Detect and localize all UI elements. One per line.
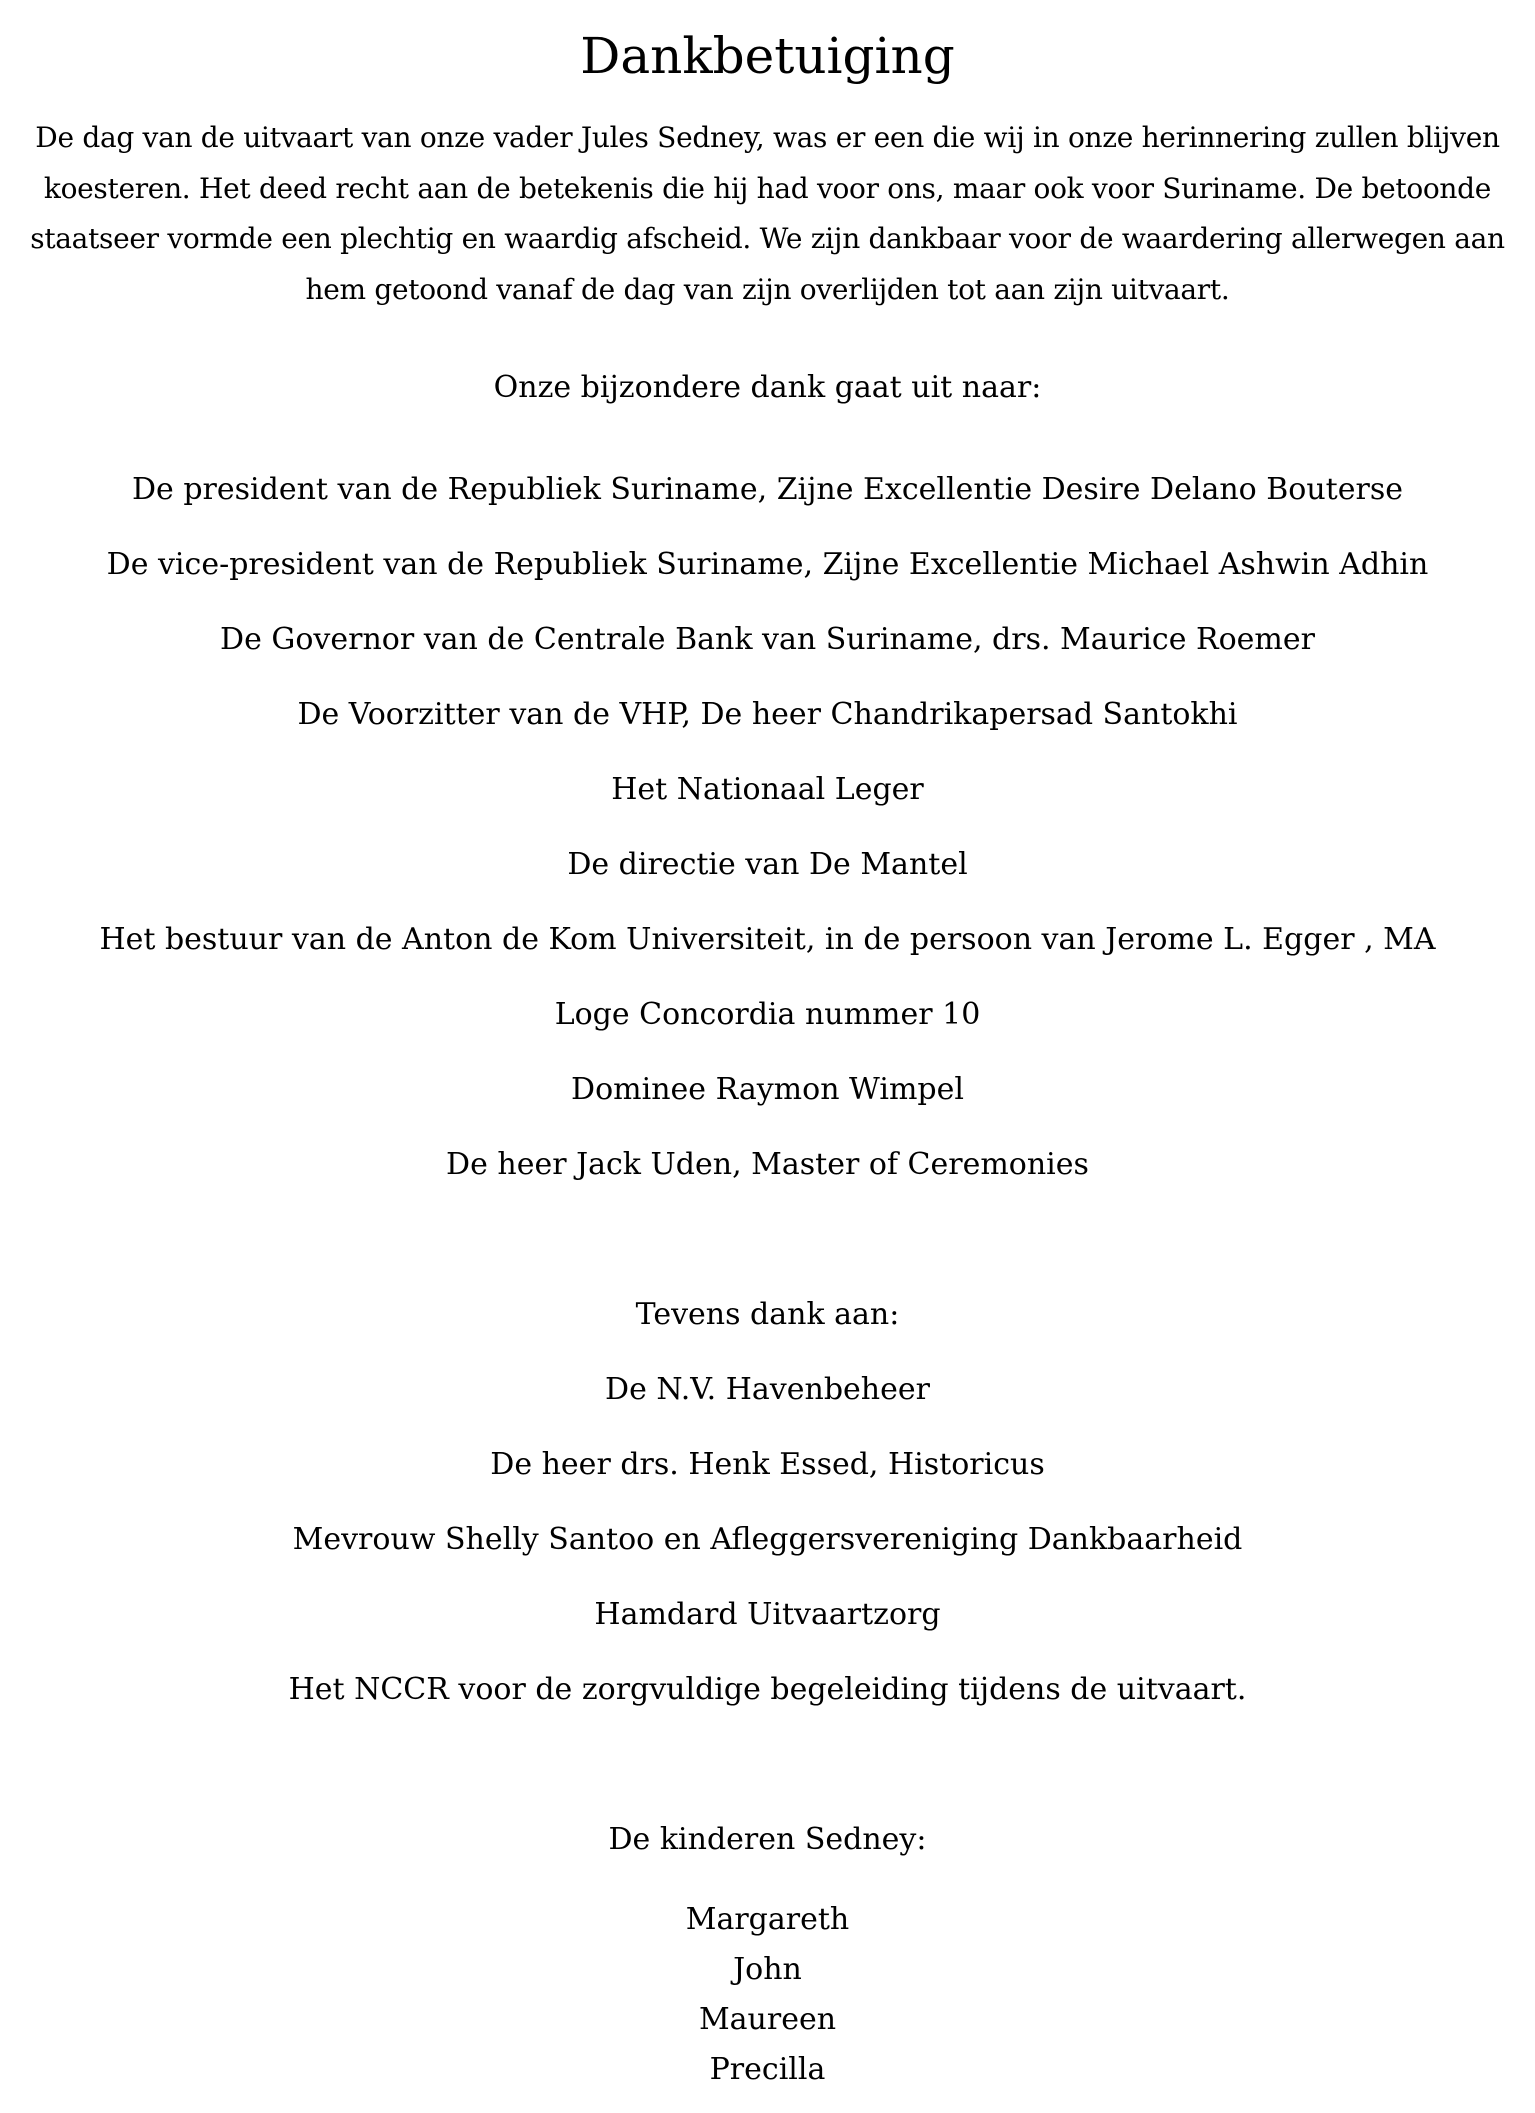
thanks-item-mantel: De directie van De Mantel [567, 847, 968, 882]
also-thanks-item-historicus: De heer drs. Henk Essed, Historicus [490, 1447, 1045, 1482]
thanks-item-governor: De Governor van de Centrale Bank van Suriname, drs. Maurice Roemer [220, 622, 1315, 657]
child-name: Maureen [698, 2002, 837, 2037]
thanks-item-vice-president: De vice-president van de Republiek Suriname, Zijne Excellentie Michael Ashwin Adhin [106, 547, 1429, 582]
also-thanks-item-nccr: Het NCCR voor de zorgvuldige begeleiding tijdens de uitvaart. [288, 1672, 1247, 1707]
thanks-item-president: De president van de Republiek Suriname, Zijne Excellentie Desire Delano Bouterse [131, 472, 1403, 507]
also-thanks-heading: Tevens dank aan: [635, 1297, 900, 1332]
also-thanks-item-havenbeheer: De N.V. Havenbeheer [605, 1372, 930, 1407]
child-name: John [733, 1952, 802, 1987]
child-name: Precilla [709, 2052, 826, 2087]
also-thanks-item-afleggersvereniging: Mevrouw Shelly Santoo en Afleggersvereniging Dankbaarheid [292, 1522, 1243, 1557]
special-thanks-heading: Onze bijzondere dank gaat uit naar: [493, 370, 1042, 405]
child-name: Margareth [685, 1902, 850, 1937]
intro-paragraph: De dag van de uitvaart van onze vader Jules Sedney, was er een die wij in onze herinnering zullen blijven koesteren. Het deed recht aan de betekenis die hij had voor ons, maar ook voor Suriname. De betoonde staatseer vormde een plechtig en waardig afscheid. We zijn dankbaar voor de waardering allerwegen aan hem getoond vanaf de dag van zijn overlijden tot aan zijn uitvaart. [30, 121, 1505, 306]
thanks-item-leger: Het Nationaal Leger [611, 772, 924, 807]
thanks-item-loge: Loge Concordia nummer 10 [554, 997, 981, 1032]
thanks-item-dominee: Dominee Raymon Wimpel [571, 1072, 964, 1107]
thanks-item-universiteit: Het bestuur van de Anton de Kom Universiteit, in de persoon van Jerome L. Egger , MA [99, 922, 1436, 957]
page-title: Dankbetuiging [580, 27, 955, 85]
children-heading: De kinderen Sedney: [608, 1822, 927, 1857]
also-thanks-item-uitvaartzorg: Hamdard Uitvaartzorg [594, 1597, 941, 1632]
thanks-item-vhp: De Voorzitter van de VHP, De heer Chandrikapersad Santokhi [297, 697, 1238, 732]
thanks-item-master-of-ceremonies: De heer Jack Uden, Master of Ceremonies [446, 1147, 1089, 1182]
